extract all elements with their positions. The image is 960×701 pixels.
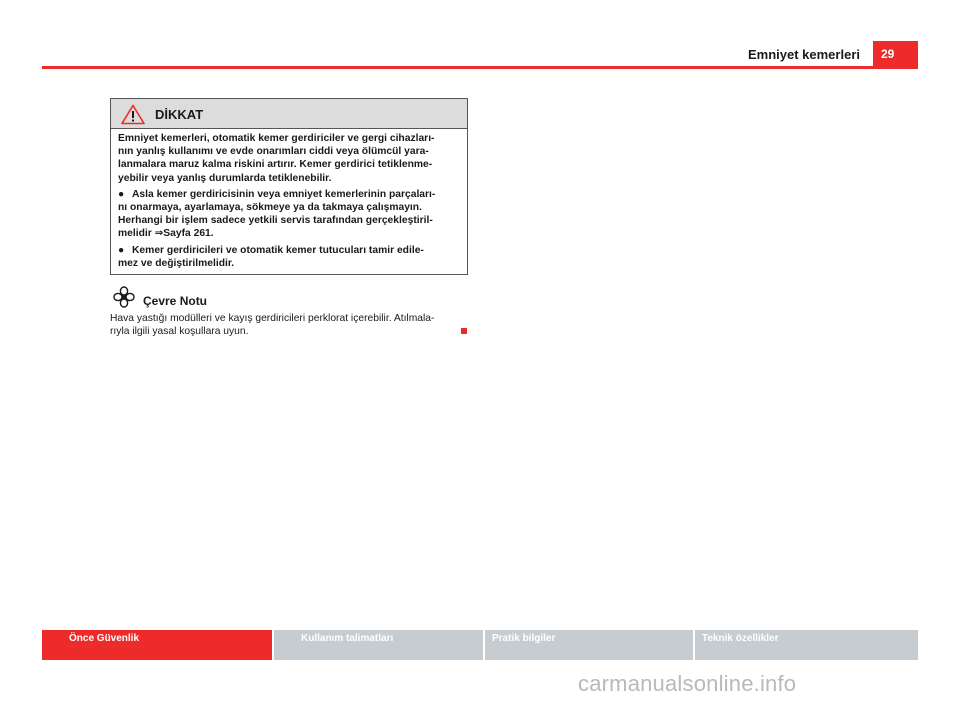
header-rule — [42, 66, 918, 69]
tab-once-guvenlik[interactable]: Önce Güvenlik — [42, 630, 272, 660]
environment-note-title: Çevre Notu — [143, 294, 208, 308]
warning-title: DİKKAT — [155, 107, 204, 122]
environment-flower-icon — [113, 286, 135, 308]
warning-triangle-icon — [121, 104, 145, 125]
warning-body — [111, 129, 467, 270]
bullet-icon: ● — [118, 244, 125, 256]
warning-paragraph: Emniyet kemerleri, otomatik kemer gerdiriciler ve gergi cihazları- nın yanlış kullanımı ve evde onarımları ciddi veya ölümcül yara- lanmalara maruz kalma riskini artırır. Kemer gerdirici tetiklenme- yebilir veya yanlış durumlarda tetiklenebilir. — [118, 133, 435, 184]
page-number: 29 — [873, 41, 918, 67]
environment-note-text: Hava yastığı modülleri ve kayış gerdiricileri perklorat içerebilir. Atılmala- rıyla ilgili yasal koşullara uyun. — [110, 313, 435, 338]
header-title: Emniyet kemerleri — [747, 47, 860, 62]
section-end-mark — [461, 328, 467, 334]
tab-kullanim-talimatlari[interactable]: Kullanım talimatları — [274, 630, 483, 660]
warning-bullet-2-text: Kemer gerdiricileri ve otomatik kemer tutucuları tamir edile- mez ve değiştirilmelidir. — [118, 244, 424, 269]
warning-bullet-1 — [118, 188, 460, 241]
warning-bullet-2 — [118, 244, 460, 270]
tab-pratik-bilgiler[interactable]: Pratik bilgiler — [485, 630, 693, 660]
warning-header — [111, 99, 467, 129]
warning-box — [110, 98, 468, 275]
watermark: carmanualsonline.info — [578, 671, 797, 696]
warning-bullet-1-text: Asla kemer gerdiricisinin veya emniyet kemerlerinin parçaları- nı onarmaya, ayarlamaya, sökmeye ya da takmaya çalışmayın. Herhangi bir işlem sadece yetkili servis tarafından gerçekleştiril- melidir ⇒Sayfa 261. — [118, 188, 436, 240]
tab-teknik-ozellikler[interactable]: Teknik özellikler — [695, 630, 918, 660]
bullet-icon: ● — [118, 188, 125, 200]
